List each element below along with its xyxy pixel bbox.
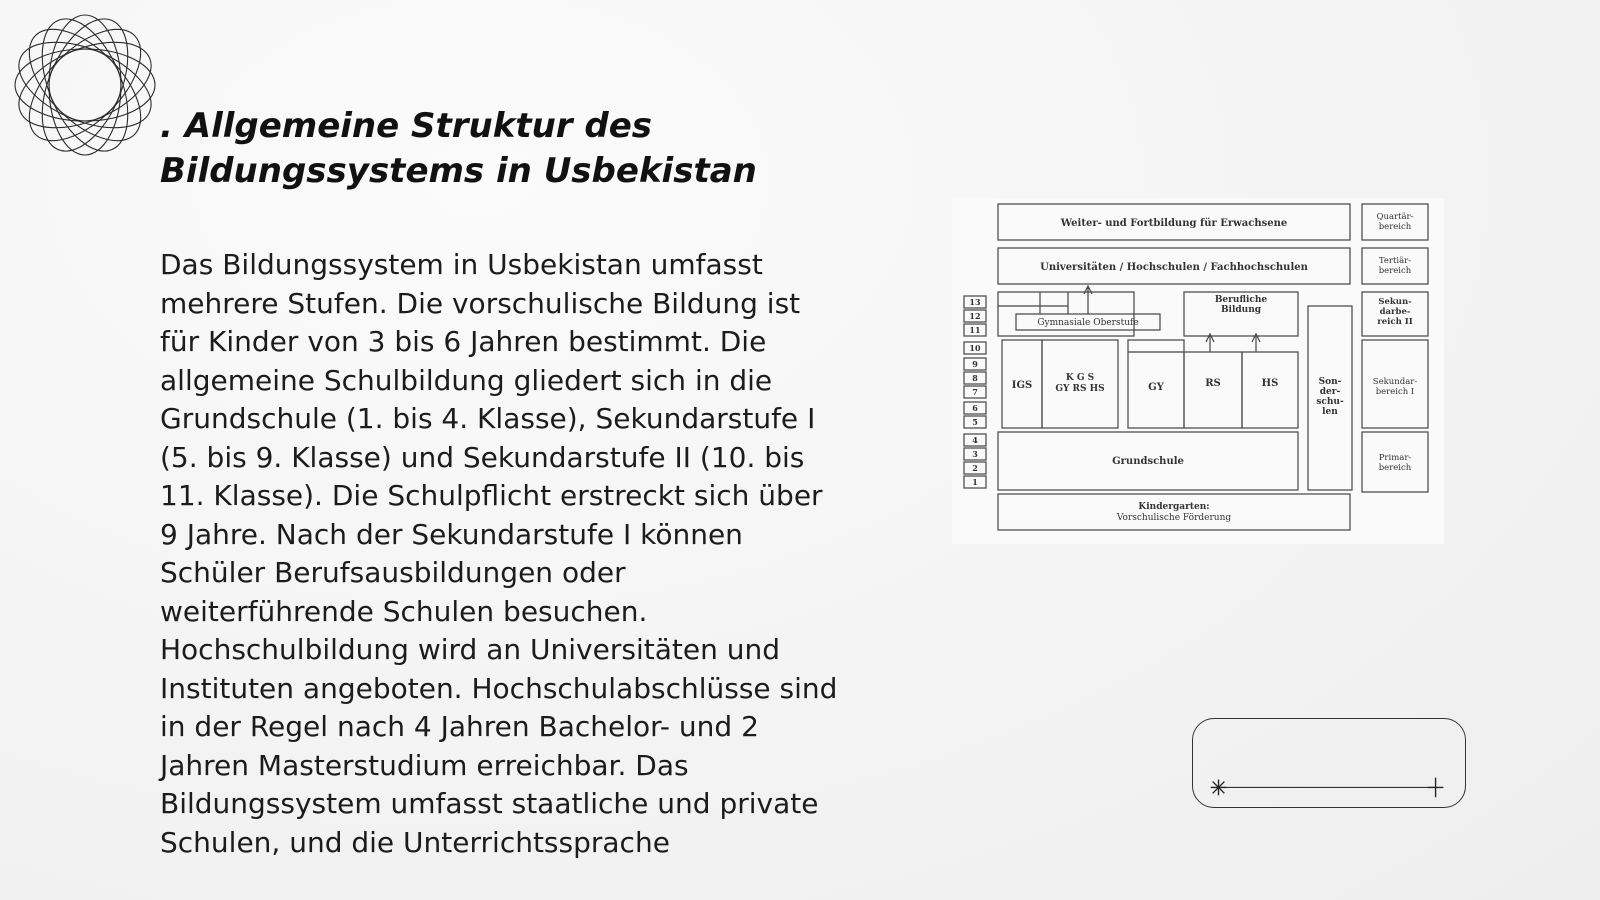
- grade-label: 12: [969, 311, 981, 321]
- label-primar-1: Primar-: [1378, 453, 1412, 463]
- label-quartaer-1: Quartär-: [1376, 212, 1414, 222]
- label-berufliche-1: Berufliche: [1214, 295, 1268, 305]
- label-berufliche-2: Bildung: [1220, 305, 1262, 315]
- education-system-diagram: [952, 198, 1444, 544]
- box-kindergarten: [998, 494, 1350, 530]
- cross-marker-icon[interactable]: [1428, 778, 1444, 798]
- grade-label: 11: [969, 325, 981, 335]
- label-kgs-1: K G S: [1065, 373, 1095, 383]
- label-sek1-2: bereich I: [1375, 387, 1415, 397]
- grade-label: 2: [972, 463, 978, 473]
- slide-body-paragraph: Das Bildungssystem in Usbekistan umfasst mehrere Stufen. Die vorschulische Bildung ist für Kinder von 3 bis 6 Jahren bestimmt. Die allgemeine Schulbildung gliedert sich in die Grundschule (1. bis 4. Klasse), Sekundarstufe I (5. bis 9. Klasse) und Sekundarstufe II (10. bis 11. Klasse). Die Schulpflicht erstreckt sich über 9 Jahre. Nach der Sekundarstufe I können Schüler Berufsausbildungen oder weiterführende Schulen besuchen. Hochschulbildung wird an Universitäten und Instituten angeboten. Hochschulabschlüsse sind in der Regel nach 4 Jahren Bachelor- und 2 Jahren Masterstudium erreichbar. Das Bildungssystem umfasst staatliche und private Schulen, und die Unterrichtssprache: [160, 248, 838, 859]
- label-sonder-1: Son-: [1318, 377, 1342, 387]
- label-grundschule: Grundschule: [1112, 456, 1184, 467]
- grade-label: 1: [972, 477, 978, 487]
- label-primar-2: bereich: [1378, 463, 1412, 473]
- sparkle-icon[interactable]: [1211, 780, 1227, 796]
- grade-label: 13: [969, 297, 981, 307]
- grade-label: 9: [972, 359, 978, 369]
- label-sonder-4: len: [1322, 407, 1338, 417]
- label-gy: GY: [1148, 382, 1164, 393]
- label-sek2-2: darbe-: [1379, 307, 1411, 317]
- label-tertiaer-1: Tertiär-: [1378, 256, 1412, 266]
- slide-title-line-1: . Allgemeine Struktur des: [160, 106, 653, 146]
- slide-title: [160, 104, 840, 194]
- label-sonder-2: der-: [1319, 387, 1341, 397]
- slide-title-line-2: Bildungssystems in Usbekistan: [160, 151, 757, 191]
- label-igs: IGS: [1011, 380, 1033, 391]
- label-tertiaer-2: bereich: [1378, 266, 1412, 276]
- label-quartaer-2: bereich: [1378, 222, 1412, 232]
- grade-label: 7: [972, 387, 978, 397]
- grade-label: 10: [969, 343, 981, 353]
- label-hochschulen: Universitäten / Hochschulen / Fachhochschulen: [1040, 262, 1308, 273]
- label-sek1-1: Sekundar-: [1372, 377, 1418, 387]
- label-kgs-2: GY RS HS: [1055, 384, 1105, 394]
- slide-navigation-control[interactable]: [1192, 718, 1466, 808]
- box-rs: [1184, 352, 1242, 428]
- label-sek2-1: Sekun-: [1378, 297, 1412, 307]
- label-gym-oberstufe: Gymnasiale Oberstufe: [1037, 318, 1139, 328]
- grade-label: 4: [972, 435, 978, 445]
- grade-label: 6: [972, 403, 978, 413]
- grade-label: 8: [972, 373, 978, 383]
- box-hs: [1242, 352, 1298, 428]
- label-sonder-3: schu-: [1316, 397, 1344, 407]
- grade-label: 5: [972, 417, 978, 427]
- label-sek2-3: reich II: [1377, 317, 1413, 327]
- geometric-circle-logo: [10, 10, 160, 160]
- label-weiterbildung: Weiter- und Fortbildung für Erwachsene: [1060, 218, 1288, 229]
- label-kindergarten-2: Vorschulische Förderung: [1116, 513, 1232, 523]
- label-rs: RS: [1205, 378, 1221, 389]
- label-kindergarten-1: Kindergarten:: [1138, 502, 1210, 512]
- grade-label: 3: [972, 449, 978, 459]
- label-hs: HS: [1261, 378, 1279, 389]
